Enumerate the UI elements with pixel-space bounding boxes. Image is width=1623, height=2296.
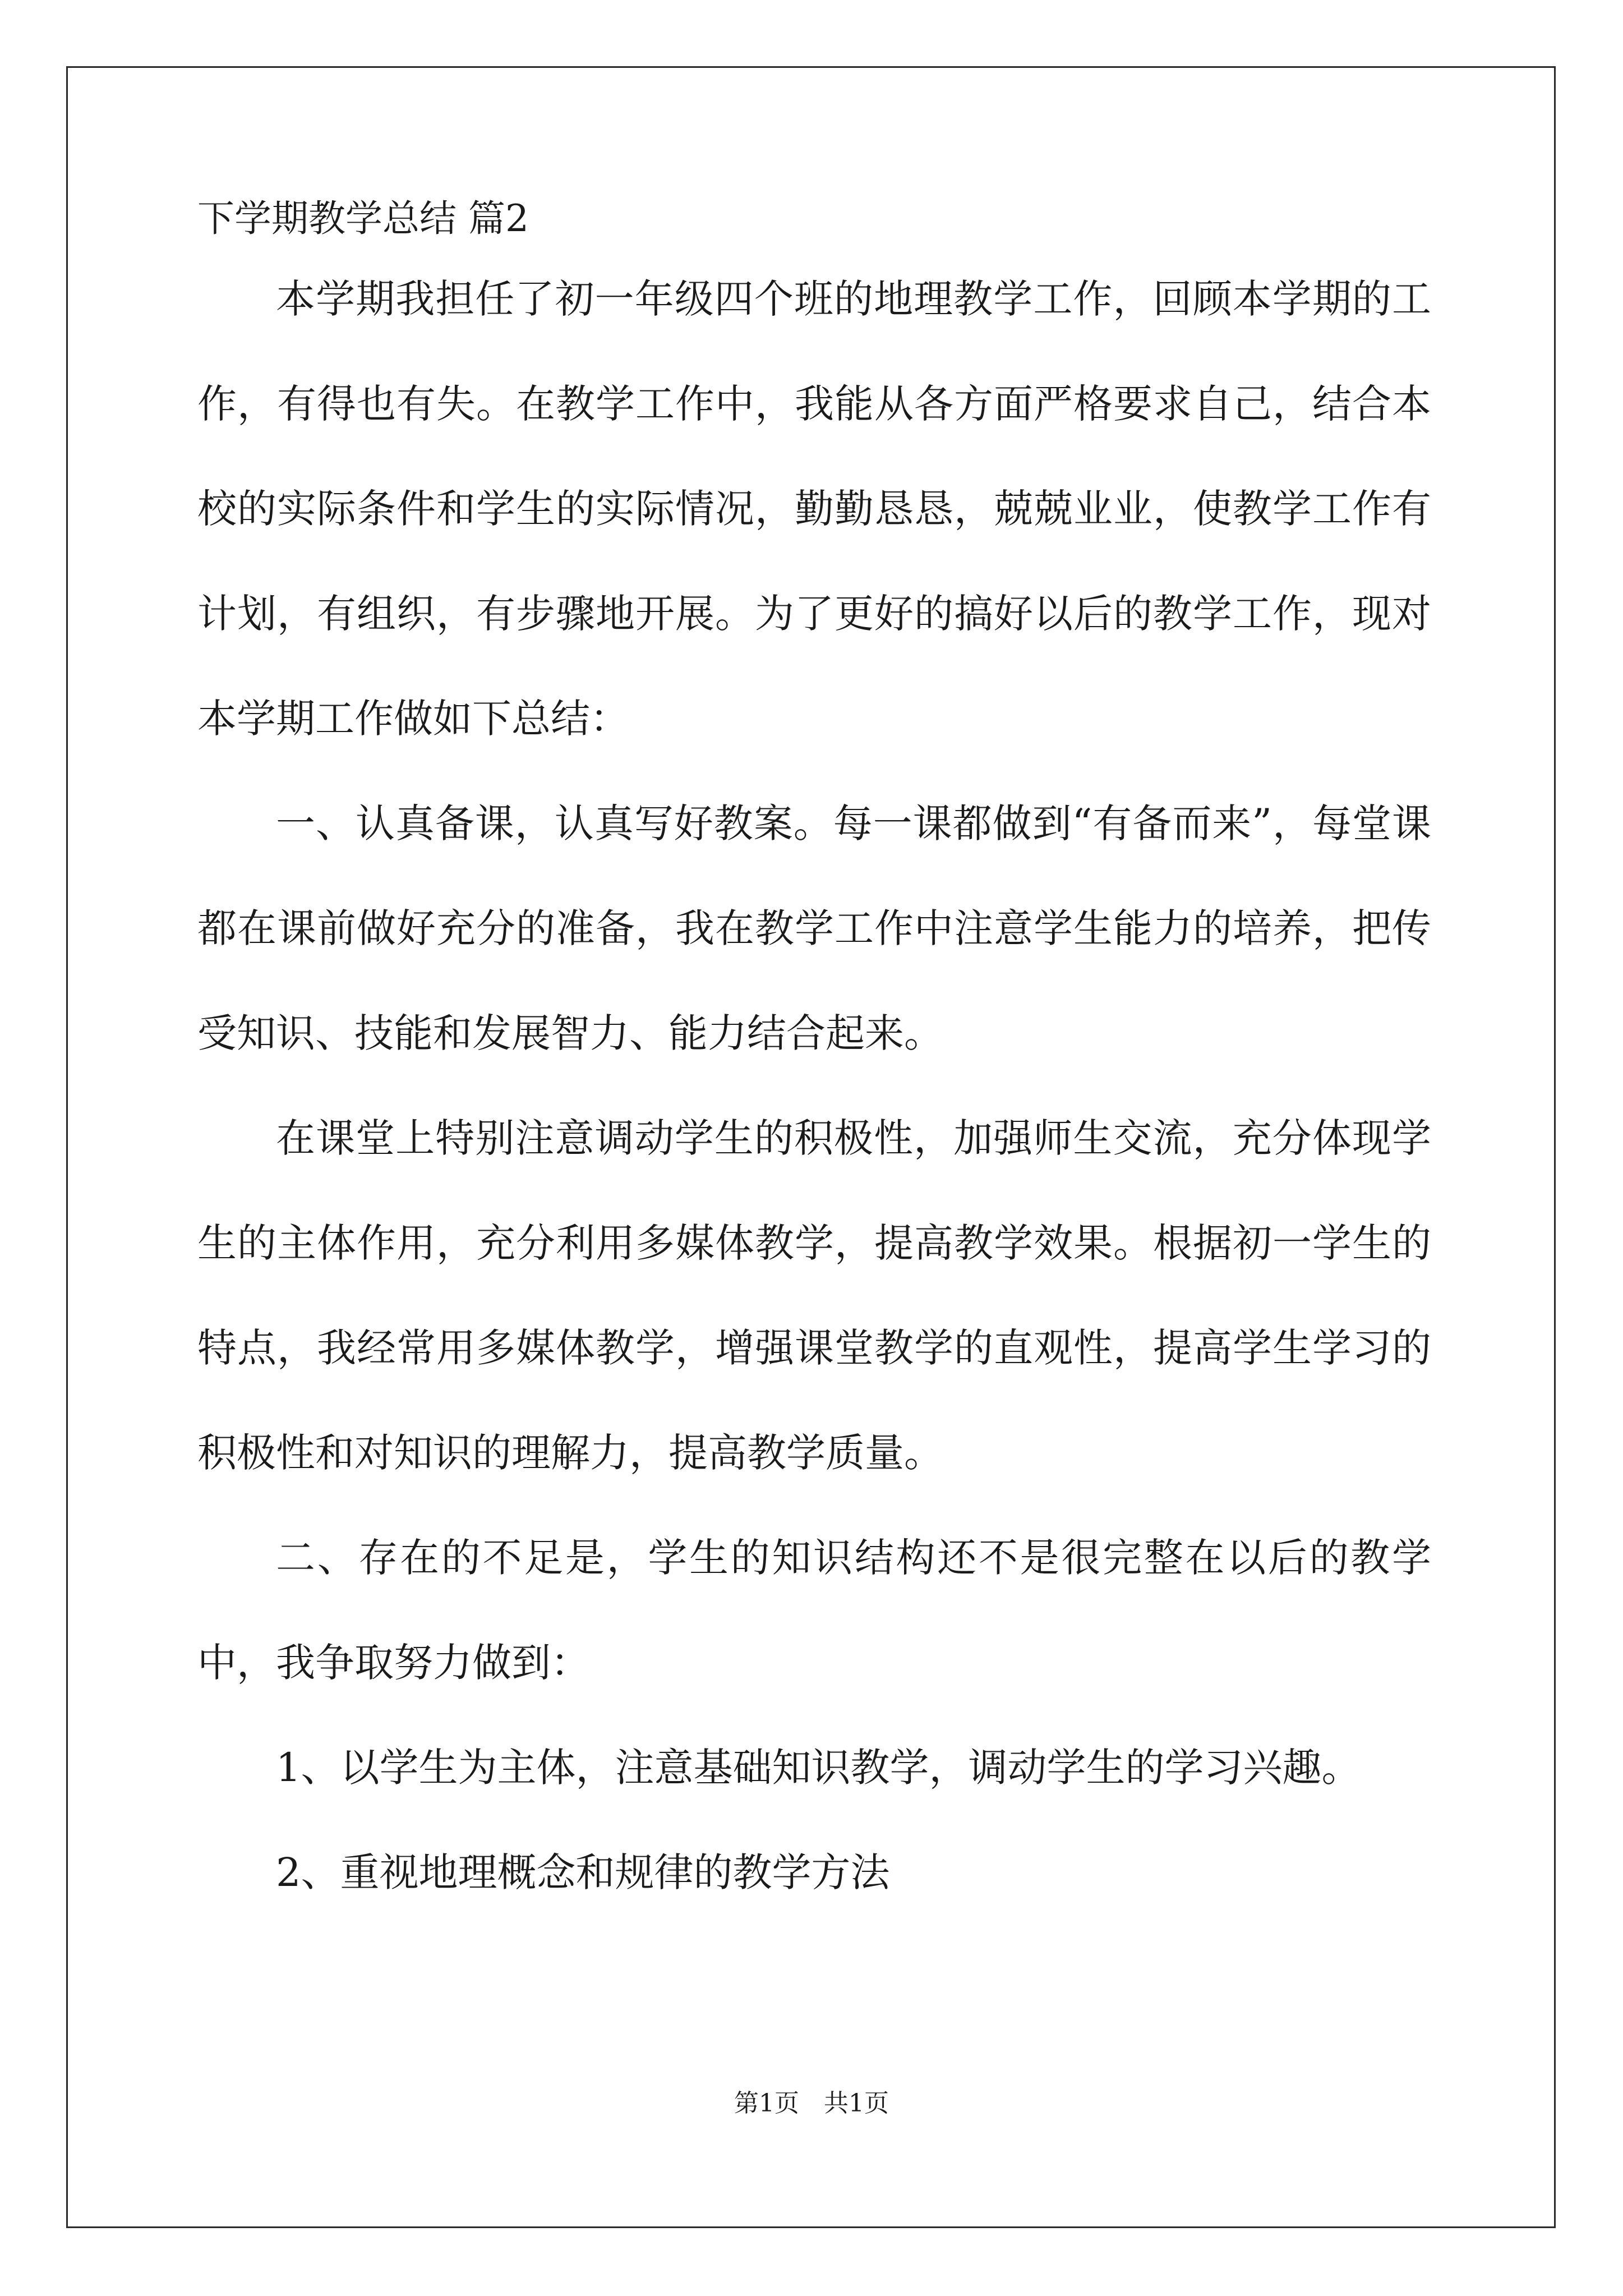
- paragraph-item-one: 1、以学生为主体，注意基础知识教学，调动学生的学习兴趣。: [276, 1745, 1361, 1791]
- paragraph-classroom: 在课堂上特别注意调动学生的积极性，加强师生交流，充分体现学生的主体作用，充分利用多媒体教学，提高教学效果。根据初一学生的特点，我经常用多媒体教学，增强课堂教学的直观性，提高学生学习的积极性和对知识的理解力，提高教学质量。: [197, 1115, 1431, 1476]
- paragraph-section-two: 二、存在的不足是，学生的知识结构还不是很完整在以后的教学中，我争取努力做到：: [197, 1535, 1431, 1686]
- document-title: 下学期教学总结 篇2: [197, 197, 529, 240]
- paragraph-section-one: 一、认真备课，认真写好教案。每一课都做到“有备而来”，每堂课都在课前做好充分的准备，我在教学工作中注意学生能力的培养，把传受知识、技能和发展智力、能力结合起来。: [197, 800, 1431, 1056]
- paragraph-item-two: 2、重视地理概念和规律的教学方法: [276, 1849, 890, 1895]
- page-footer: 第1页 共1页: [734, 2089, 889, 2118]
- document-body: [197, 191, 1431, 1925]
- paragraph-intro: 本学期我担任了初一年级四个班的地理教学工作，回顾本学期的工作，有得也有失。在教学工作中，我能从各方面严格要求自己，结合本校的实际条件和学生的实际情况，勤勤恳恳，兢兢业业，使教学工作有计划，有组织，有步骤地开展。为了更好的搞好以后的教学工作，现对本学期工作做如下总结：: [197, 276, 1431, 742]
